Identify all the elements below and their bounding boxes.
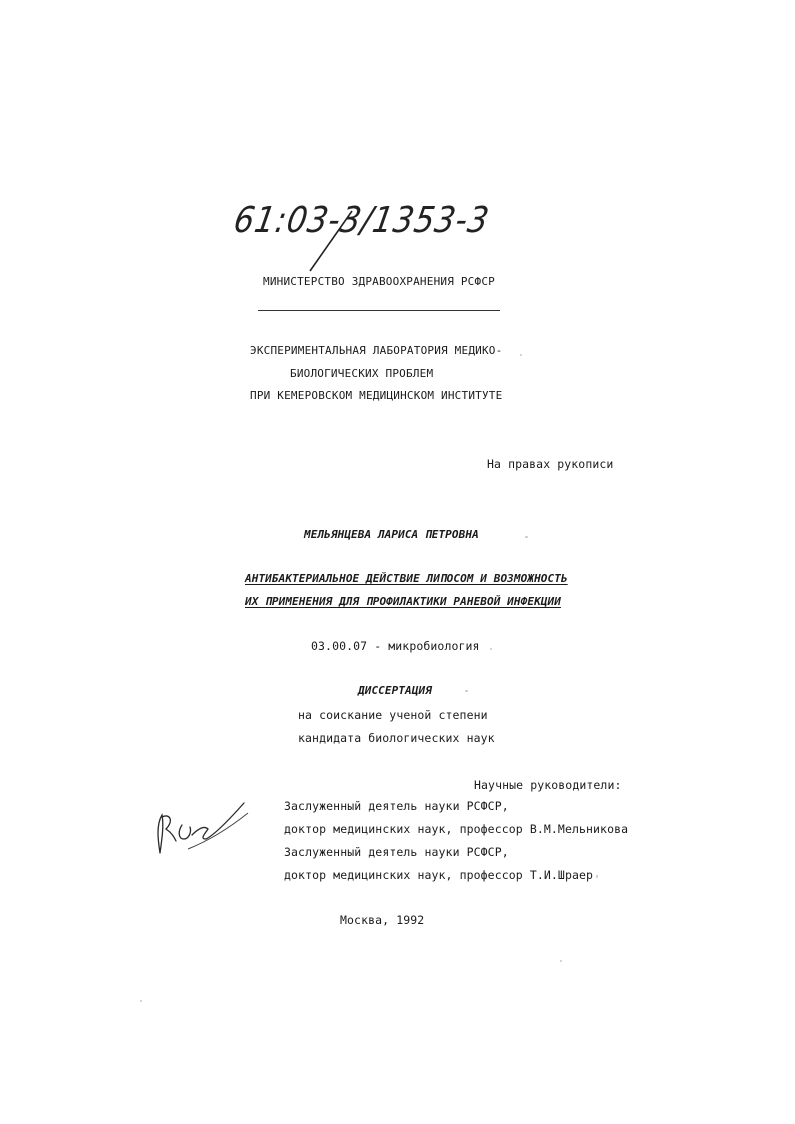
specialty-code: 03.00.07 - микробиология bbox=[311, 639, 480, 653]
scan-speck bbox=[560, 960, 562, 962]
supervisor-1-title: Заслуженный деятель науки РСФСР, bbox=[284, 799, 509, 813]
scan-speck bbox=[525, 536, 528, 538]
author-name: МЕЛЬЯНЦЕВА ЛАРИСА ПЕТРОВНА bbox=[304, 528, 479, 541]
handwritten-signature bbox=[148, 795, 258, 865]
degree-line-2: кандидата биологических наук bbox=[298, 731, 495, 745]
work-type-label: ДИССЕРТАЦИЯ bbox=[358, 684, 432, 697]
supervisor-2-name: доктор медицинских наук, профессор Т.И.Шраер bbox=[284, 868, 594, 882]
scan-speck bbox=[140, 1000, 142, 1002]
divider-line bbox=[258, 310, 500, 311]
laboratory-line-3: ПРИ КЕМЕРОВСКОМ МЕДИЦИНСКОМ ИНСТИТУТЕ bbox=[250, 389, 503, 402]
place-and-year: Москва, 1992 bbox=[340, 913, 425, 927]
ministry-heading: МИНИСТЕРСТВО ЗДРАВООХРАНЕНИЯ РСФСР bbox=[263, 275, 495, 288]
dissertation-title-line-1: АНТИБАКТЕРИАЛЬНОЕ ДЕЙСТВИЕ ЛИПОСОМ И ВОЗМОЖНОСТЬ bbox=[245, 572, 568, 585]
laboratory-line-1: ЭКСПЕРИМЕНТАЛЬНАЯ ЛАБОРАТОРИЯ МЕДИКО- bbox=[250, 344, 503, 357]
dissertation-title-line-2: ИХ ПРИМЕНЕНИЯ ДЛЯ ПРОФИЛАКТИКИ РАНЕВОЙ ИНФЕКЦИИ bbox=[245, 595, 561, 608]
supervisor-2-title: Заслуженный деятель науки РСФСР, bbox=[284, 845, 509, 859]
laboratory-line-2: БИОЛОГИЧЕСКИХ ПРОБЛЕМ bbox=[290, 367, 434, 380]
degree-line-1: на соискание ученой степени bbox=[298, 708, 488, 722]
handwritten-archive-code: 61:03-3/1353-3 bbox=[230, 200, 493, 242]
scan-speck bbox=[490, 648, 492, 650]
handwritten-slash-stroke bbox=[300, 205, 360, 275]
manuscript-rights-note: На правах рукописи bbox=[487, 457, 614, 471]
supervisor-1-name: доктор медицинских наук, профессор В.М.Мельникова bbox=[284, 822, 629, 836]
scan-speck bbox=[520, 354, 522, 356]
scan-speck bbox=[596, 875, 598, 878]
scan-speck bbox=[465, 690, 468, 692]
supervisors-heading: Научные руководители: bbox=[474, 778, 622, 792]
